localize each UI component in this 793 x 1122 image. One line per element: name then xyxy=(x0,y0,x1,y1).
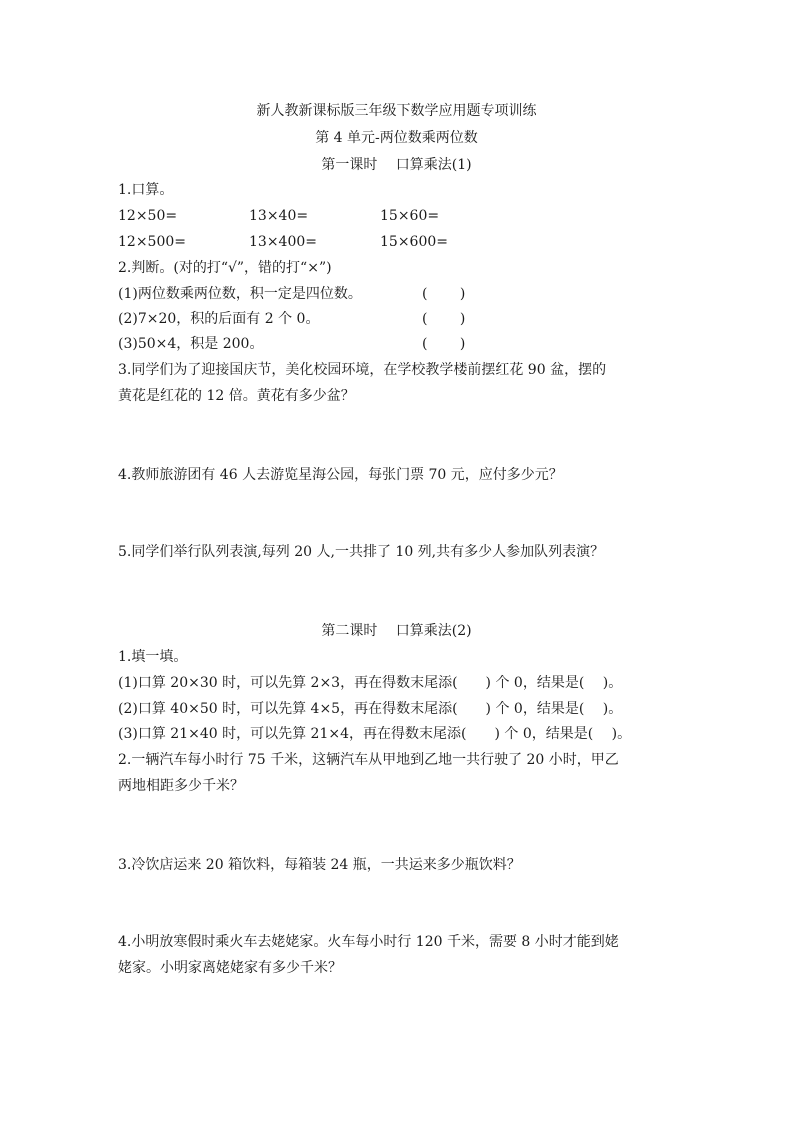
lesson1-heading: 第一课时 口算乘法(1) xyxy=(321,157,472,173)
l1-q5: 5.同学们举行队列表演,每列 20 人,一共排了 10 列,共有多少人参加队列表演？ xyxy=(118,544,605,560)
l1-q4: 4.教师旅游团有 46 人去游览星海公园，每张门票 70 元，应付多少元？ xyxy=(118,467,563,483)
oral-calc-item: 12×50= xyxy=(118,208,178,224)
l1-q2-label: 2.判断。(对的打“√”，错的打“×”) xyxy=(118,260,332,276)
l1-q1-label: 1.口算。 xyxy=(118,182,174,198)
unit-title: 第 4 单元-两位数乘两位数 xyxy=(315,130,478,146)
l2-q1-label: 1.填一填。 xyxy=(118,649,188,665)
answer-paren[interactable]: ( ) xyxy=(422,311,466,327)
judge-item: (3)50×4，积是 200。 xyxy=(118,336,264,352)
fill-item: (2)口算 40×50 时，可以先算 4×5，再在得数末尾添( ) 个 0，结果是( )。 xyxy=(118,701,623,717)
fill-item: (3)口算 21×40 时，可以先算 21×4，再在得数末尾添( ) 个 0，结果是( )。 xyxy=(118,726,632,742)
fill-item: (1)口算 20×30 时，可以先算 2×3，再在得数末尾添( ) 个 0，结果是( )。 xyxy=(118,675,623,691)
oral-calc-item: 13×400= xyxy=(249,234,317,250)
l2-q4-line1: 4.小明放寒假时乘火车去姥姥家。火车每小时行 120 千米，需要 8 小时才能到姥 xyxy=(118,934,619,950)
judge-item: (2)7×20，积的后面有 2 个 0。 xyxy=(118,311,320,327)
l2-q2-line1: 2.一辆汽车每小时行 75 千米，这辆汽车从甲地到乙地一共行驶了 20 小时，甲乙 xyxy=(118,752,619,768)
lesson2-heading: 第二课时 口算乘法(2) xyxy=(321,623,472,639)
oral-calc-item: 12×500= xyxy=(118,234,186,250)
l2-q3: 3.冷饮店运来 20 箱饮料，每箱装 24 瓶，一共运来多少瓶饮料？ xyxy=(118,857,521,873)
l1-q3-line1: 3.同学们为了迎接国庆节，美化校园环境，在学校教学楼前摆红花 90 盆，摆的 xyxy=(118,362,607,378)
oral-calc-item: 15×60= xyxy=(380,208,440,224)
oral-calc-item: 13×40= xyxy=(249,208,309,224)
l2-q4-line2: 姥家。小明家离姥姥家有多少千米？ xyxy=(118,960,342,976)
answer-paren[interactable]: ( ) xyxy=(422,336,466,352)
answer-paren[interactable]: ( ) xyxy=(422,286,466,302)
oral-calc-item: 15×600= xyxy=(380,234,448,250)
l1-q3-line2: 黄花是红花的 12 倍。黄花有多少盆？ xyxy=(118,388,355,404)
l2-q2-line2: 两地相距多少千米？ xyxy=(118,778,244,794)
document-title: 新人教新课标版三年级下数学应用题专项训练 xyxy=(256,103,537,119)
judge-item: (1)两位数乘两位数，积一定是四位数。 xyxy=(118,286,362,302)
